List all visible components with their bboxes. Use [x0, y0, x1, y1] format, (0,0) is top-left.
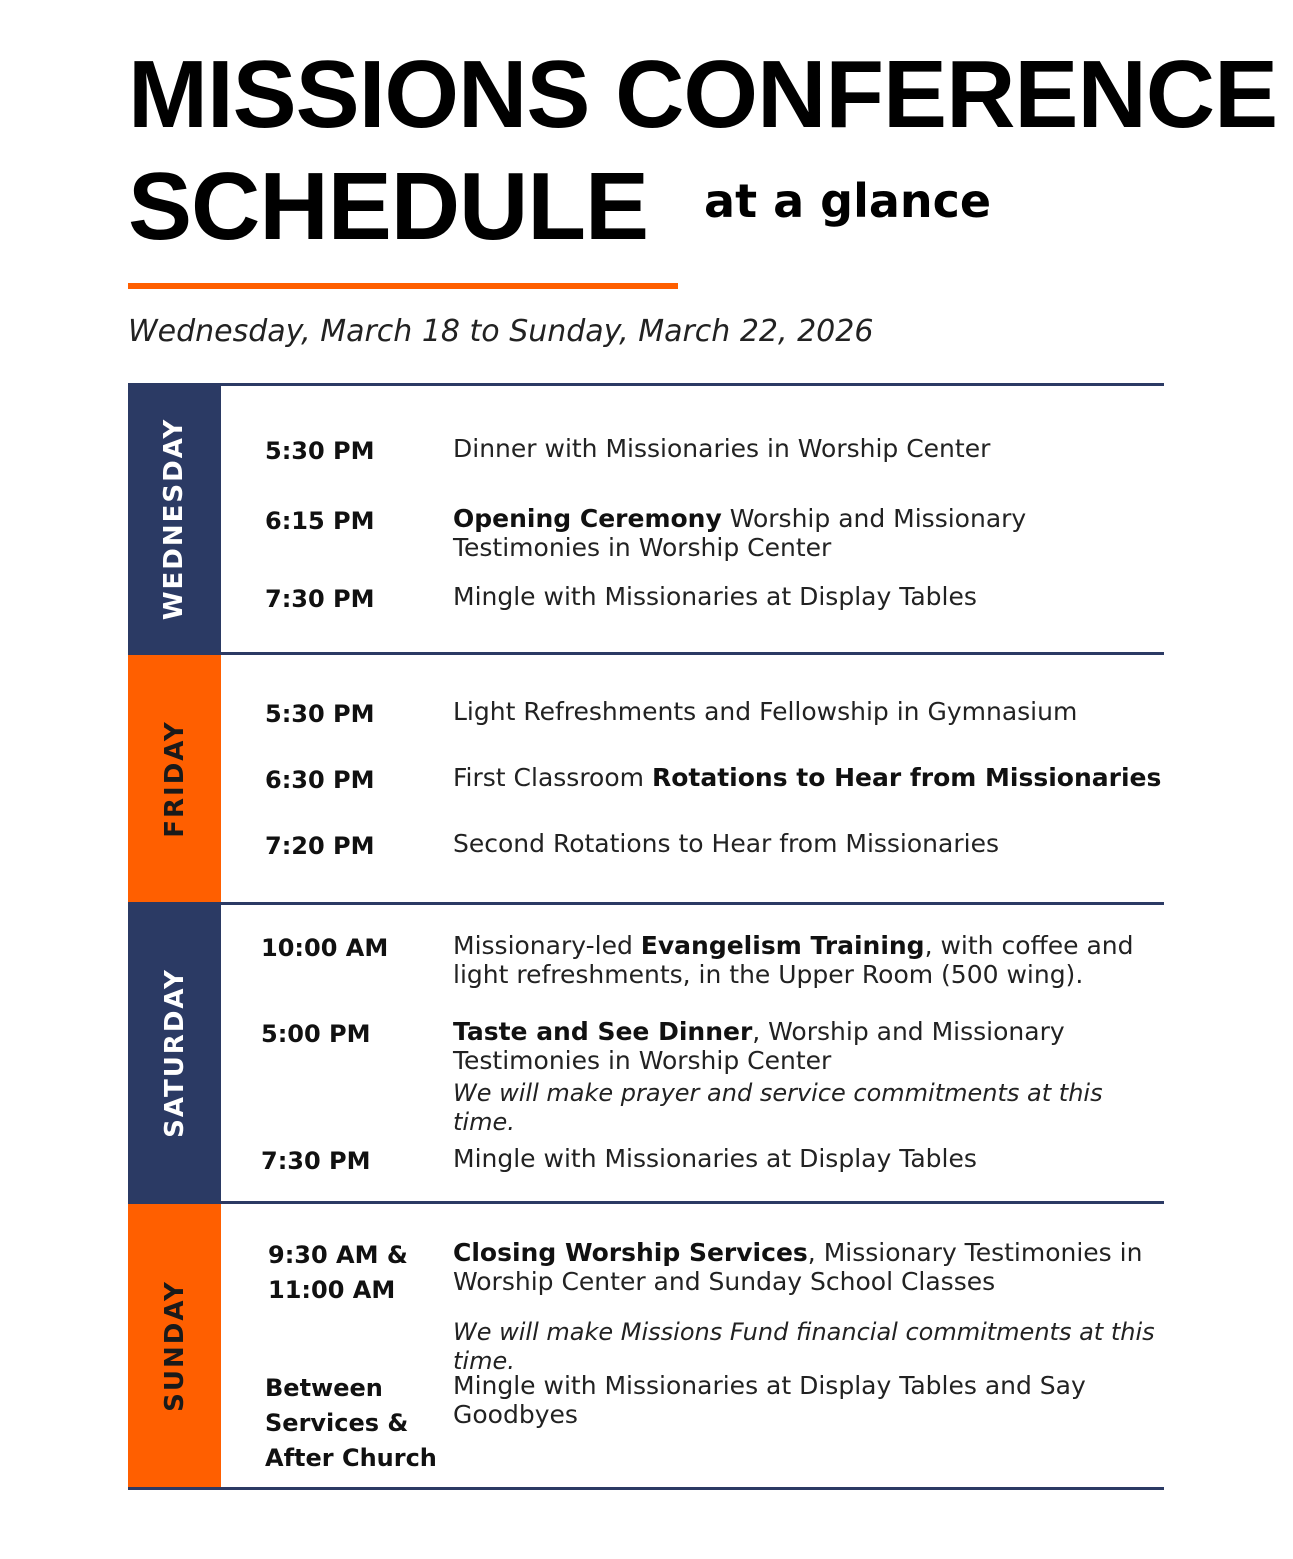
event-desc: Missionary-led Evangelism Training, with coffee and light refreshments, in the Upper Room (500 wing).: [453, 931, 1134, 989]
event-desc: Opening Ceremony Worship and Missionary Testimonies in Worship Center: [453, 504, 1027, 562]
event-time: 10:00 AM: [261, 934, 389, 962]
page-title: [128, 41, 1278, 260]
event-time: 9:30 AM & 11:00 AM: [268, 1241, 408, 1304]
event-note: We will make Missions Fund financial commitments at this time.: [453, 1318, 1155, 1375]
day-tab-wednesday: [128, 386, 221, 652]
subtitle: at a glance: [704, 174, 992, 228]
day-label: WEDNESDAY: [159, 417, 190, 621]
event-time: 6:30 PM: [265, 766, 375, 794]
day-tab-friday: [128, 655, 221, 902]
event-desc: Mingle with Missionaries at Display Tables: [453, 582, 977, 611]
day-tab-sunday: [128, 1204, 221, 1487]
day-block-sunday: [128, 1204, 1164, 1490]
event-desc: Second Rotations to Hear from Missionaries: [453, 829, 999, 858]
event-highlight: Opening Ceremony: [453, 504, 722, 533]
event-time: 5:30 PM: [265, 437, 375, 465]
accent-rule: [128, 283, 678, 289]
day-block-friday: [128, 655, 1164, 905]
event-time: 5:00 PM: [261, 1020, 371, 1048]
day-tab-saturday: [128, 905, 221, 1201]
title-line-1: MISSIONS CONFERENCE: [128, 41, 1278, 148]
event-highlight: Closing Worship Services: [453, 1238, 808, 1267]
event-time: 6:15 PM: [265, 507, 375, 535]
title-line-2: [128, 148, 1228, 260]
event-time: 7:30 PM: [265, 585, 375, 613]
event-desc: Taste and See Dinner, Worship and Missionary Testimonies in Worship Center We will make prayer and service commitments at this time.: [453, 1017, 1163, 1137]
date-range: Wednesday, March 18 to Sunday, March 22, 2026: [128, 314, 874, 349]
event-highlight: Taste and See Dinner: [453, 1017, 753, 1046]
schedule-table: [128, 383, 1164, 1490]
event-note: We will make prayer and service commitments at this time.: [453, 1079, 1103, 1136]
event-time: 7:20 PM: [265, 832, 375, 860]
day-label: SUNDAY: [159, 1279, 190, 1412]
day-label: FRIDAY: [159, 719, 190, 838]
event-time: 5:30 PM: [265, 700, 375, 728]
event-highlight: Rotations to Hear from Missionaries: [651, 763, 1162, 792]
event-desc: Dinner with Missionaries in Worship Center: [453, 434, 991, 463]
title-schedule: SCHEDULE: [128, 153, 649, 260]
day-block-wednesday: [128, 386, 1164, 655]
event-desc: Mingle with Missionaries at Display Tables and Say Goodbyes: [453, 1371, 1086, 1429]
event-desc: Mingle with Missionaries at Display Tables: [453, 1144, 977, 1173]
day-block-saturday: [128, 905, 1164, 1204]
day-label: SATURDAY: [159, 968, 190, 1138]
event-highlight: Evangelism Training: [640, 931, 925, 960]
event-desc: Light Refreshments and Fellowship in Gymnasium: [453, 697, 1078, 726]
event-time: 7:30 PM: [261, 1147, 371, 1175]
event-desc: First Classroom Rotations to Hear from Missionaries: [453, 763, 1162, 792]
event-time: Between Services & After Church: [265, 1374, 437, 1472]
event-desc: Closing Worship Services, Missionary Testimonies in Worship Center and Sunday School Classes We will make Missions Fund financial commitments at this time.: [453, 1238, 1163, 1376]
